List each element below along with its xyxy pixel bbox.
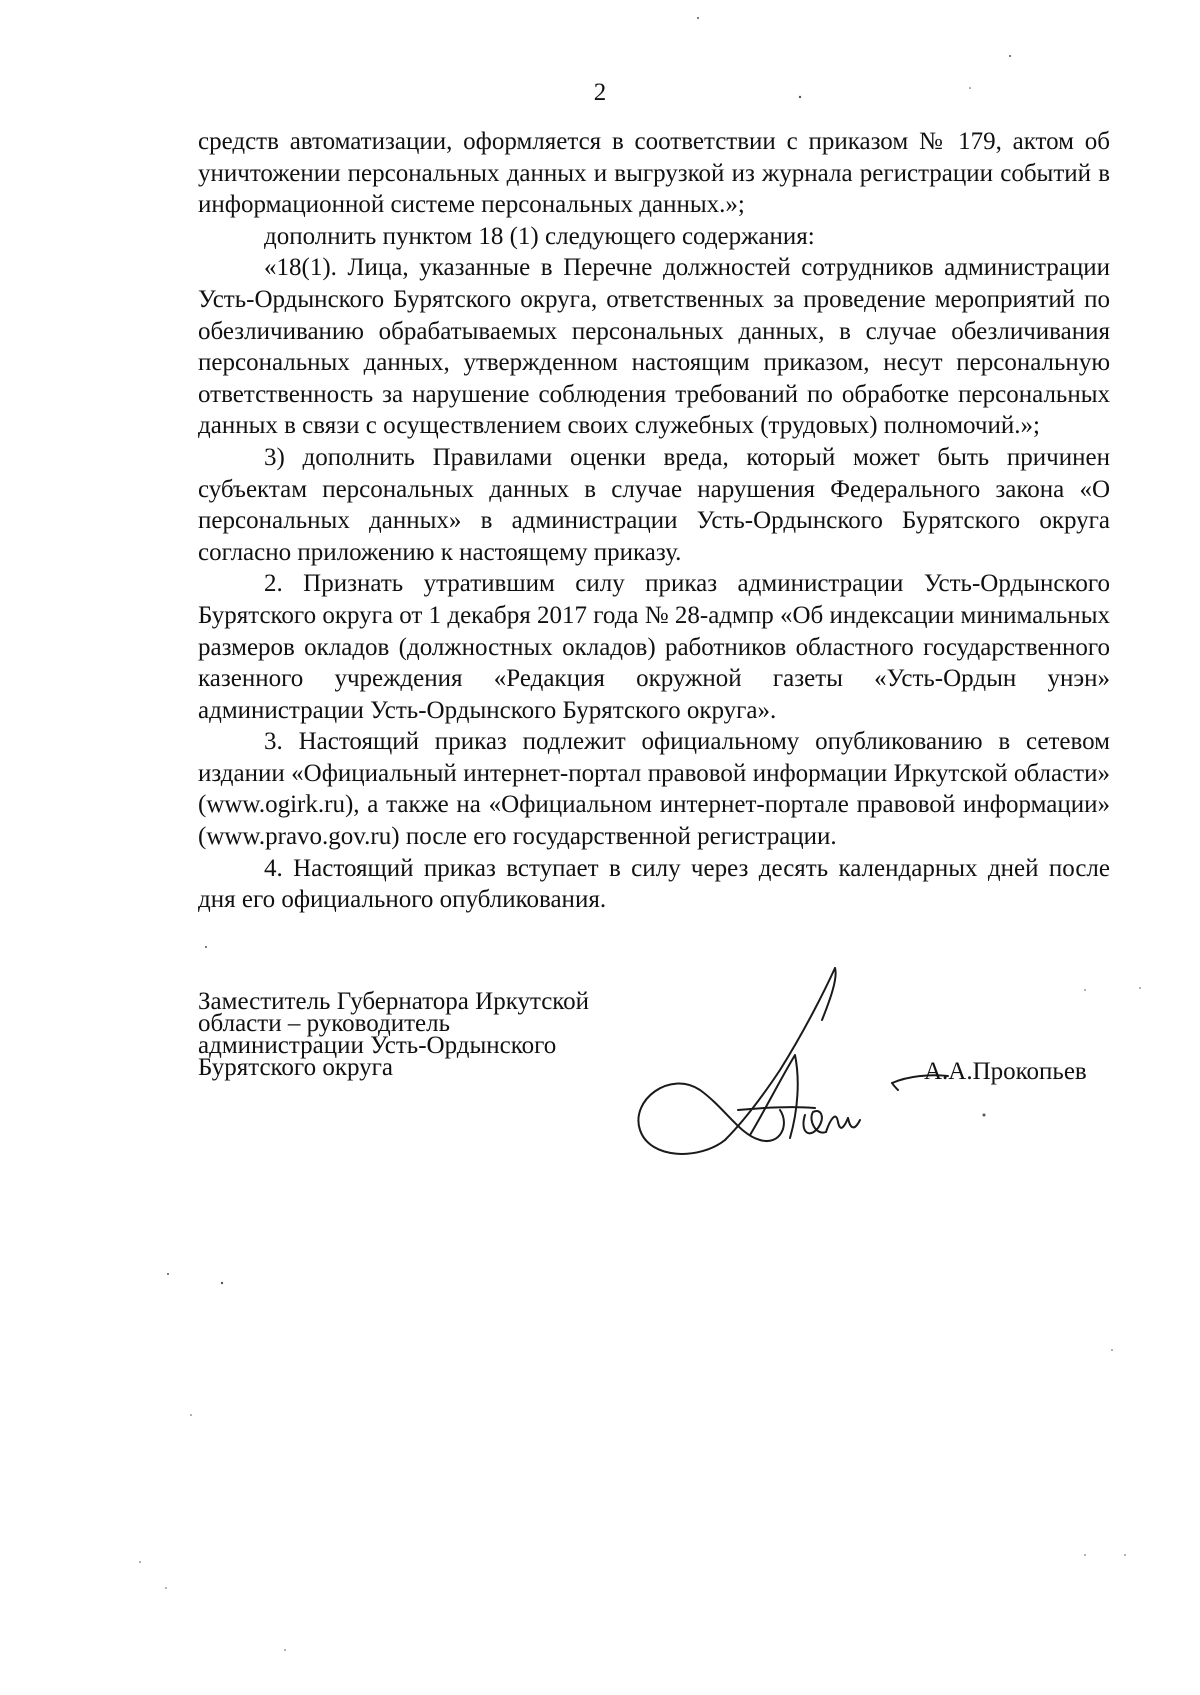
signer-name: А.А.Прокопьев [924, 1058, 1087, 1085]
handwritten-signature [630, 960, 950, 1175]
page-number: 2 [593, 79, 607, 106]
signatory-position-line: Заместитель Губернатора Иркутской [198, 988, 590, 1015]
paragraph-add-point-18-1: дополнить пунктом 18 (1) следующего содержания: [264, 222, 815, 250]
document-body [198, 126, 1110, 916]
paragraph-point-18-1: «18(1). Лица, указанные в Перечне должностей сотрудников администрации Усть-Ордынского Бурятского округа, ответственных за проведение мероприятий по обезличиванию обрабатываемых персональных данных, в случае обезличивания персональных данных, утвержденном настоящим приказом, несут персональную ответственность за нарушение соблюдения требований по обработке персональных данных в связи с осуществлением своих служебных (трудовых) полномочий.»; [198, 254, 1110, 440]
signatory-position-line: области – руководитель [198, 1010, 451, 1037]
paragraph-clause-2: 2. Признать утратившим силу приказ администрации Усть-Ордынского Бурятского округа от 1 декабря 2017 года № 28-адмпр «Об индексации минимальных размеров окладов (должностных окладов) работников областного государственного казенного учреждения «Редакция окружной газеты «Усть-Ордын унэн» администрации Усть-Ордынского Бурятского округа». [198, 570, 1110, 724]
signatory-position-line: администрации Усть-Ордынского [198, 1032, 557, 1059]
signatory-position [198, 988, 638, 1081]
signatory-position-line: Бурятского округа [198, 1054, 393, 1081]
paragraph-clause-3: 3. Настоящий приказ подлежит официальному опубликованию в сетевом издании «Официальный интернет-портал правовой информации Иркутской области» (www.ogirk.ru), а также на «Официальном интернет-портале правовой информации» (www.pravo.gov.ru) после его государственной регистрации. [198, 728, 1110, 851]
paragraph-clause-4: 4. Настоящий приказ вступает в силу через десять календарных дней после дня его официального опубликования. [198, 854, 1110, 914]
paragraph-item-3-harm-rules: 3) дополнить Правилами оценки вреда, который может быть причинен субъектам персональных данных в случае нарушения Федерального закона «О персональных данных» в администрации Усть-Ордынского Бурятского округа согласно приложению к настоящему приказу. [198, 443, 1110, 566]
paragraph-continuation: средств автоматизации, оформляется в соответствии с приказом № 179, актом об уничтожении персональных данных и выгрузкой из журнала регистрации событий в информационной системе персональных данных.»; [198, 128, 1110, 219]
